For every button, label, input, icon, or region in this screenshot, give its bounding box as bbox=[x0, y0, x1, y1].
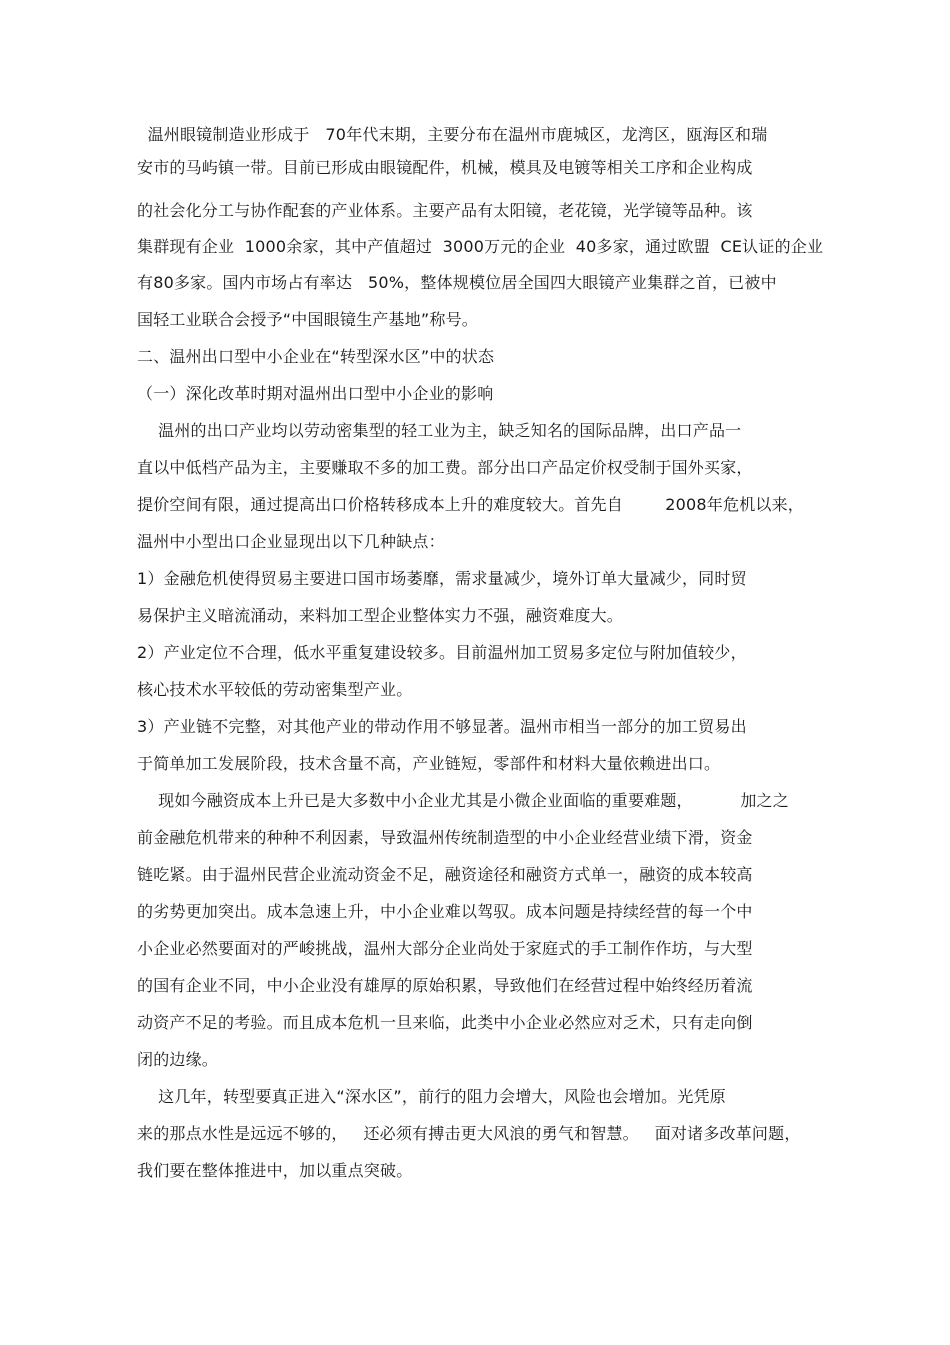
text-line: 的社会化分工与协作配套的产业体系。主要产品有太阳镜，老花镜，光学镜等品种。该 bbox=[137, 201, 753, 220]
text-line: 链吃紧。由于温州民营企业流动资金不足，融资途径和融资方式单一，融资的成本较高 bbox=[137, 865, 753, 884]
subsection-heading: （一）深化改革时期对温州出口型中小企业的影响 bbox=[137, 384, 494, 403]
text-line: 这几年，转型要真正进入“深水区”，前行的阻力会增大，风险也会增加。光凭原 bbox=[137, 1087, 726, 1106]
text-line: 有80多家。国内市场占有率达 50%，整体规模位居全国四大眼镜产业集群之首，已被中 bbox=[137, 273, 777, 292]
text-line: 温州的出口产业均以劳动密集型的轻工业为主，缺乏知名的国际品牌，出口产品一 bbox=[137, 421, 742, 440]
text-line: 国轻工业联合会授予“中国眼镜生产基地”称号。 bbox=[137, 310, 478, 329]
list-item-line: 1）金融危机使得贸易主要进口国市场萎靡，需求量减少，境外订单大量减少，同时贸 bbox=[137, 569, 747, 588]
text-line: 我们要在整体推进中，加以重点突破。 bbox=[137, 1161, 413, 1180]
text-line: 来的那点水性是远远不够的， 还必须有搏击更大风浪的勇气和智慧。 面对诸多改革问题， bbox=[137, 1124, 801, 1143]
text-line: 提价空间有限，通过提高出口价格转移成本上升的难度较大。首先自 2008年危机以来， bbox=[137, 495, 805, 514]
list-item-line: 2）产业定位不合理，低水平重复建设较多。目前温州加工贸易多定位与附加值较少， bbox=[137, 643, 747, 662]
text-line: 的劣势更加突出。成本急速上升，中小企业难以驾驭。成本问题是持续经营的每一个中 bbox=[137, 902, 753, 921]
text-line: 安市的马屿镇一带。目前已形成由眼镜配件，机械，模具及电镀等相关工序和企业构成 bbox=[137, 158, 753, 177]
list-item-line: 3）产业链不完整，对其他产业的带动作用不够显著。温州市相当一部分的加工贸易出 bbox=[137, 717, 747, 736]
text-line: 温州眼镜制造业形成于 70年代末期，主要分布在温州市鹿城区，龙湾区，瓯海区和瑞 bbox=[137, 125, 768, 144]
text-line: 动资产不足的考验。而且成本危机一旦来临，此类中小企业必然应对乏术，只有走向倒 bbox=[137, 1013, 753, 1032]
text-line: 闭的边缘。 bbox=[137, 1050, 219, 1069]
text-line: 前金融危机带来的种种不利因素，导致温州传统制造型的中小企业经营业绩下滑，资金 bbox=[137, 828, 753, 847]
text-line: 直以中低档产品为主，主要赚取不多的加工费。部分出口产品定价权受制于国外买家， bbox=[137, 458, 753, 477]
text-line: 温州中小型出口企业显现出以下几种缺点： bbox=[137, 532, 445, 551]
list-item-line: 于简单加工发展阶段，技术含量不高，产业链短，零部件和材料大量依赖进出口。 bbox=[137, 754, 721, 773]
section-heading: 二、温州出口型中小企业在“转型深水区”中的状态 bbox=[137, 347, 495, 366]
text-line: 的国有企业不同，中小企业没有雄厚的原始积累，导致他们在经营过程中始终经历着流 bbox=[137, 976, 753, 995]
text-line: 集群现有企业 1000余家，其中产值超过 3000万元的企业 40多家，通过欧盟 CE认证的企业 bbox=[137, 237, 824, 256]
text-line: 小企业必然要面对的严峻挑战，温州大部分企业尚处于家庭式的手工制作作坊，与大型 bbox=[137, 939, 753, 958]
list-item-line: 易保护主义暗流涌动，来料加工型企业整体实力不强，融资难度大。 bbox=[137, 606, 624, 625]
list-item-line: 核心技术水平较低的劳动密集型产业。 bbox=[137, 680, 413, 699]
text-line: 现如今融资成本上升已是大多数中小企业尤其是小微企业面临的重要难题， 加之之 bbox=[137, 791, 789, 810]
